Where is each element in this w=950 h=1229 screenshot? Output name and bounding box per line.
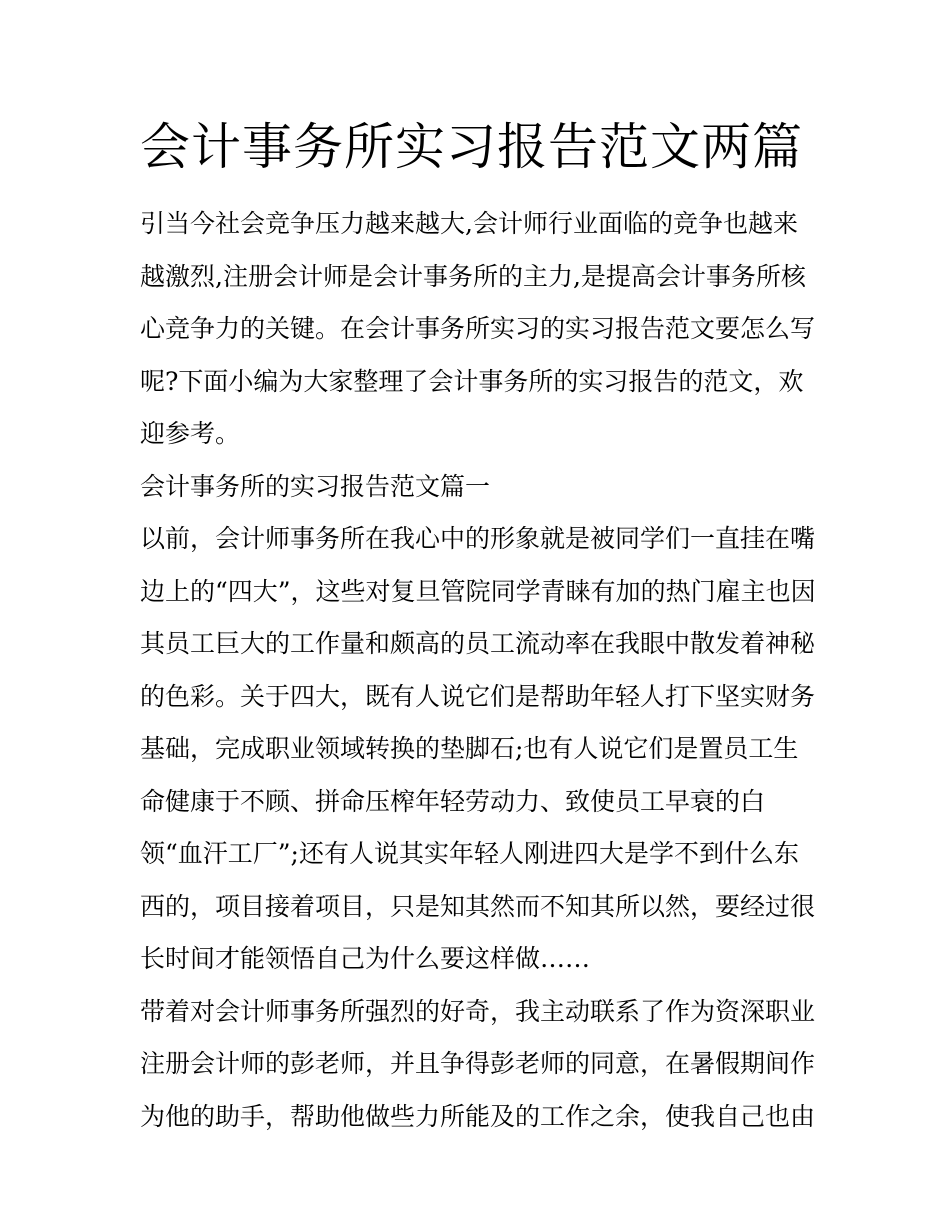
intro-line: 迎参考。 (140, 419, 241, 448)
document-body (140, 198, 820, 1143)
paragraph-line: 的色彩。关于四大，既有人说它们是帮助年轻人打下坚实财务 (140, 681, 816, 711)
paragraph-line: 长时间才能领悟自己为什么要这样做…… (140, 944, 591, 973)
intro-line: 引当今社会竞争压力越来越大,会计师行业面临的竞争也越来 (140, 209, 798, 238)
paragraph-line: 带着对会计师事务所强烈的好奇，我主动联系了作为资深职业 (140, 996, 816, 1026)
section-heading: 会计事务所的实习报告范文篇一 (140, 471, 491, 501)
paragraph-line: 注册会计师的彭老师，并且争得彭老师的同意，在暑假期间作 (140, 1049, 816, 1078)
paragraph-line: 命健康于不顾、拼命压榨年轻劳动力、致使员工早衰的白 (140, 786, 766, 816)
intro-line: 心竞争力的关键。在会计事务所实习的实习报告范文要怎么写 (140, 314, 816, 343)
intro-line: 越激烈,注册会计师是会计事务所的主力,是提高会计事务所核 (140, 261, 806, 291)
paragraph-line: 领“血汗工厂”;还有人说其实年轻人刚进四大是学不到什么东 (140, 839, 799, 868)
paragraph-line: 为他的助手，帮助他做些力所能及的工作之余，使我自己也由 (140, 1101, 816, 1131)
document-title: 会计事务所实习报告范文两篇 (140, 118, 803, 176)
paragraph-line: 基础，完成职业领域转换的垫脚石;也有人说它们是置员工生 (140, 734, 799, 763)
paragraph-line: 其员工巨大的工作量和颇高的员工流动率在我眼中散发着神秘 (140, 629, 816, 658)
paragraph-line: 以前，会计师事务所在我心中的形象就是被同学们一直挂在嘴 (140, 524, 816, 553)
paragraph-line: 西的，项目接着项目，只是知其然而不知其所以然，要经过很 (140, 891, 816, 921)
intro-line: 呢?下面小编为大家整理了会计事务所的实习报告的范文，欢 (140, 366, 804, 396)
paragraph-line: 边上的“四大”，这些对复旦管院同学青睐有加的热门雇主也因 (140, 576, 816, 606)
